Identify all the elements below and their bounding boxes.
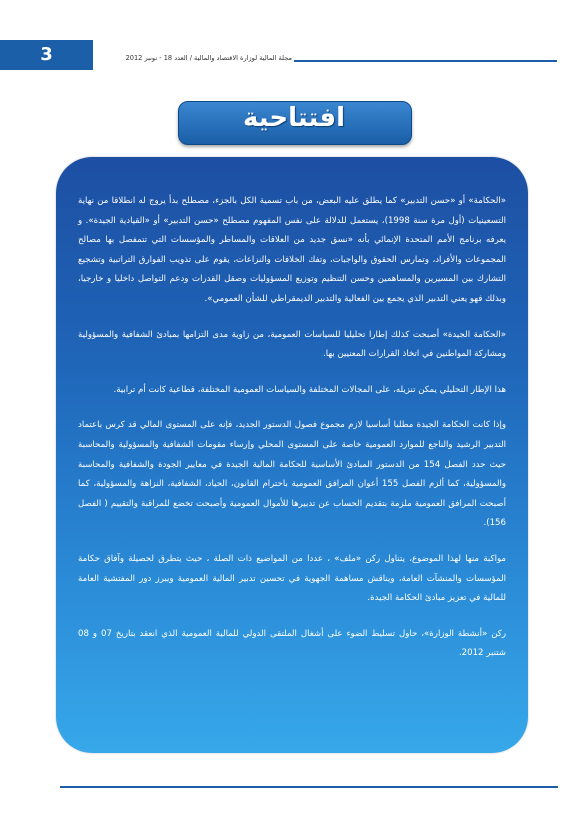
paragraph: «الحكامة الجيدة» أصبحت كذلك إطارا تحليليا للسياسات العمومية، من زاوية مدى التزامها بمبادئ الشفافية والمسؤولية ومشاركة المواطنين في اتخاذ القرارات المعنيين بها. [78, 329, 506, 360]
running-header: مجلة المالية لوزارة الاقتصاد والمالية / العدد 18 - نونبر 2012 [125, 54, 292, 62]
page-title: افتتاحية [242, 103, 346, 133]
paragraph: هذا الإطار التحليلي يمكن تنزيله، على المجالات المختلفة والسياسات العمومية المختلفة، قطاعية كانت أم ترابية. [113, 384, 506, 395]
footer-rule [60, 786, 558, 788]
page-number: 3 [40, 44, 53, 65]
header-rule [294, 60, 557, 62]
paragraph: مواكبة منها لهذا الموضوع، يتناول ركن «ملف» ، عددا من المواضيع ذات الصلة ، حيث يتطرق لحصيلة وآفاق حكامة المؤسسات والمنشآت العامة، ويناقش مساهمة الجهوية في تحسين تدبير المالية العمومية ويبرز دور المفتشية العامة للمالية في تعزيز مبادئ الحكامة الجيدة. [78, 553, 506, 604]
editorial-body [78, 192, 506, 680]
paragraph: ركن «أنشطة الوزارة»، حاول تسليط الضوء على أشغال الملتقى الدولي للمالية العمومية الذي انعقد بتاريخ 07 و 08 شتنبر 2012. [78, 628, 506, 659]
paragraph: وإذا كانت الحكامة الجيدة مطلبا أساسيا لازم مجموع فصول الدستور الجديد، فإنه على المستوى المالي قد كرس باعتماد التدبير الرشيد والناجع للموارد العمومية خاصة على المستوى المحلي وإرساء مقومات الشفافية والمسؤولية والمحاسبة حيث حدد الفصل 154 من الدستور المبادئ الأساسية للحكامة المالية الجيدة في معايير الجودة والشفافية والمحاسبة والمسؤولية، كما ألزم الفصل 155 أعوان المرافق العمومية باحترام القانون، الحياد، الشفافية، النزاهة والمسؤولية، كما أصبحت المرافق العمومية ملزمة بتقديم الحساب عن تدبيرها للأموال العمومية وأصبحت تخضع للمراقبة والتقييم ( الفصل 156). [78, 420, 506, 529]
paragraph: «الحكامة» أو «حسن التدبير» كما يطلق عليه البعض، من باب تسمية الكل بالجزء، مصطلح بدأ يروج له انطلاقا من نهاية التسعينيات (أول مرة سنة 1998)، يستعمل للدلالة على نفس المفهوم مصطلح «حسن التدبير» أو «القيادية الجيدة». و يعرفه برنامج الأمم المتحدة الإنمائي بأنه «نسق جديد من العلاقات والمساطر والمؤسسات التي تتمفصل بها مصالح المجموعات والأفراد، وتمارس الحقوق والواجبات، وتفك الخلافات والنزاعات، يقوم على تذويب الفوارق التراتبية وتشجيع التشارك بين المسيرين والمساهمين وحسن التنظيم وتوزيع المسؤوليات وصقل القدرات ودعم التواصل داخليا و خارجيا، وبذلك فهو يعني التدبير الذي يجمع بين الفعالية والتدبير الديمقراطي للشأن العمومي». [78, 196, 506, 304]
